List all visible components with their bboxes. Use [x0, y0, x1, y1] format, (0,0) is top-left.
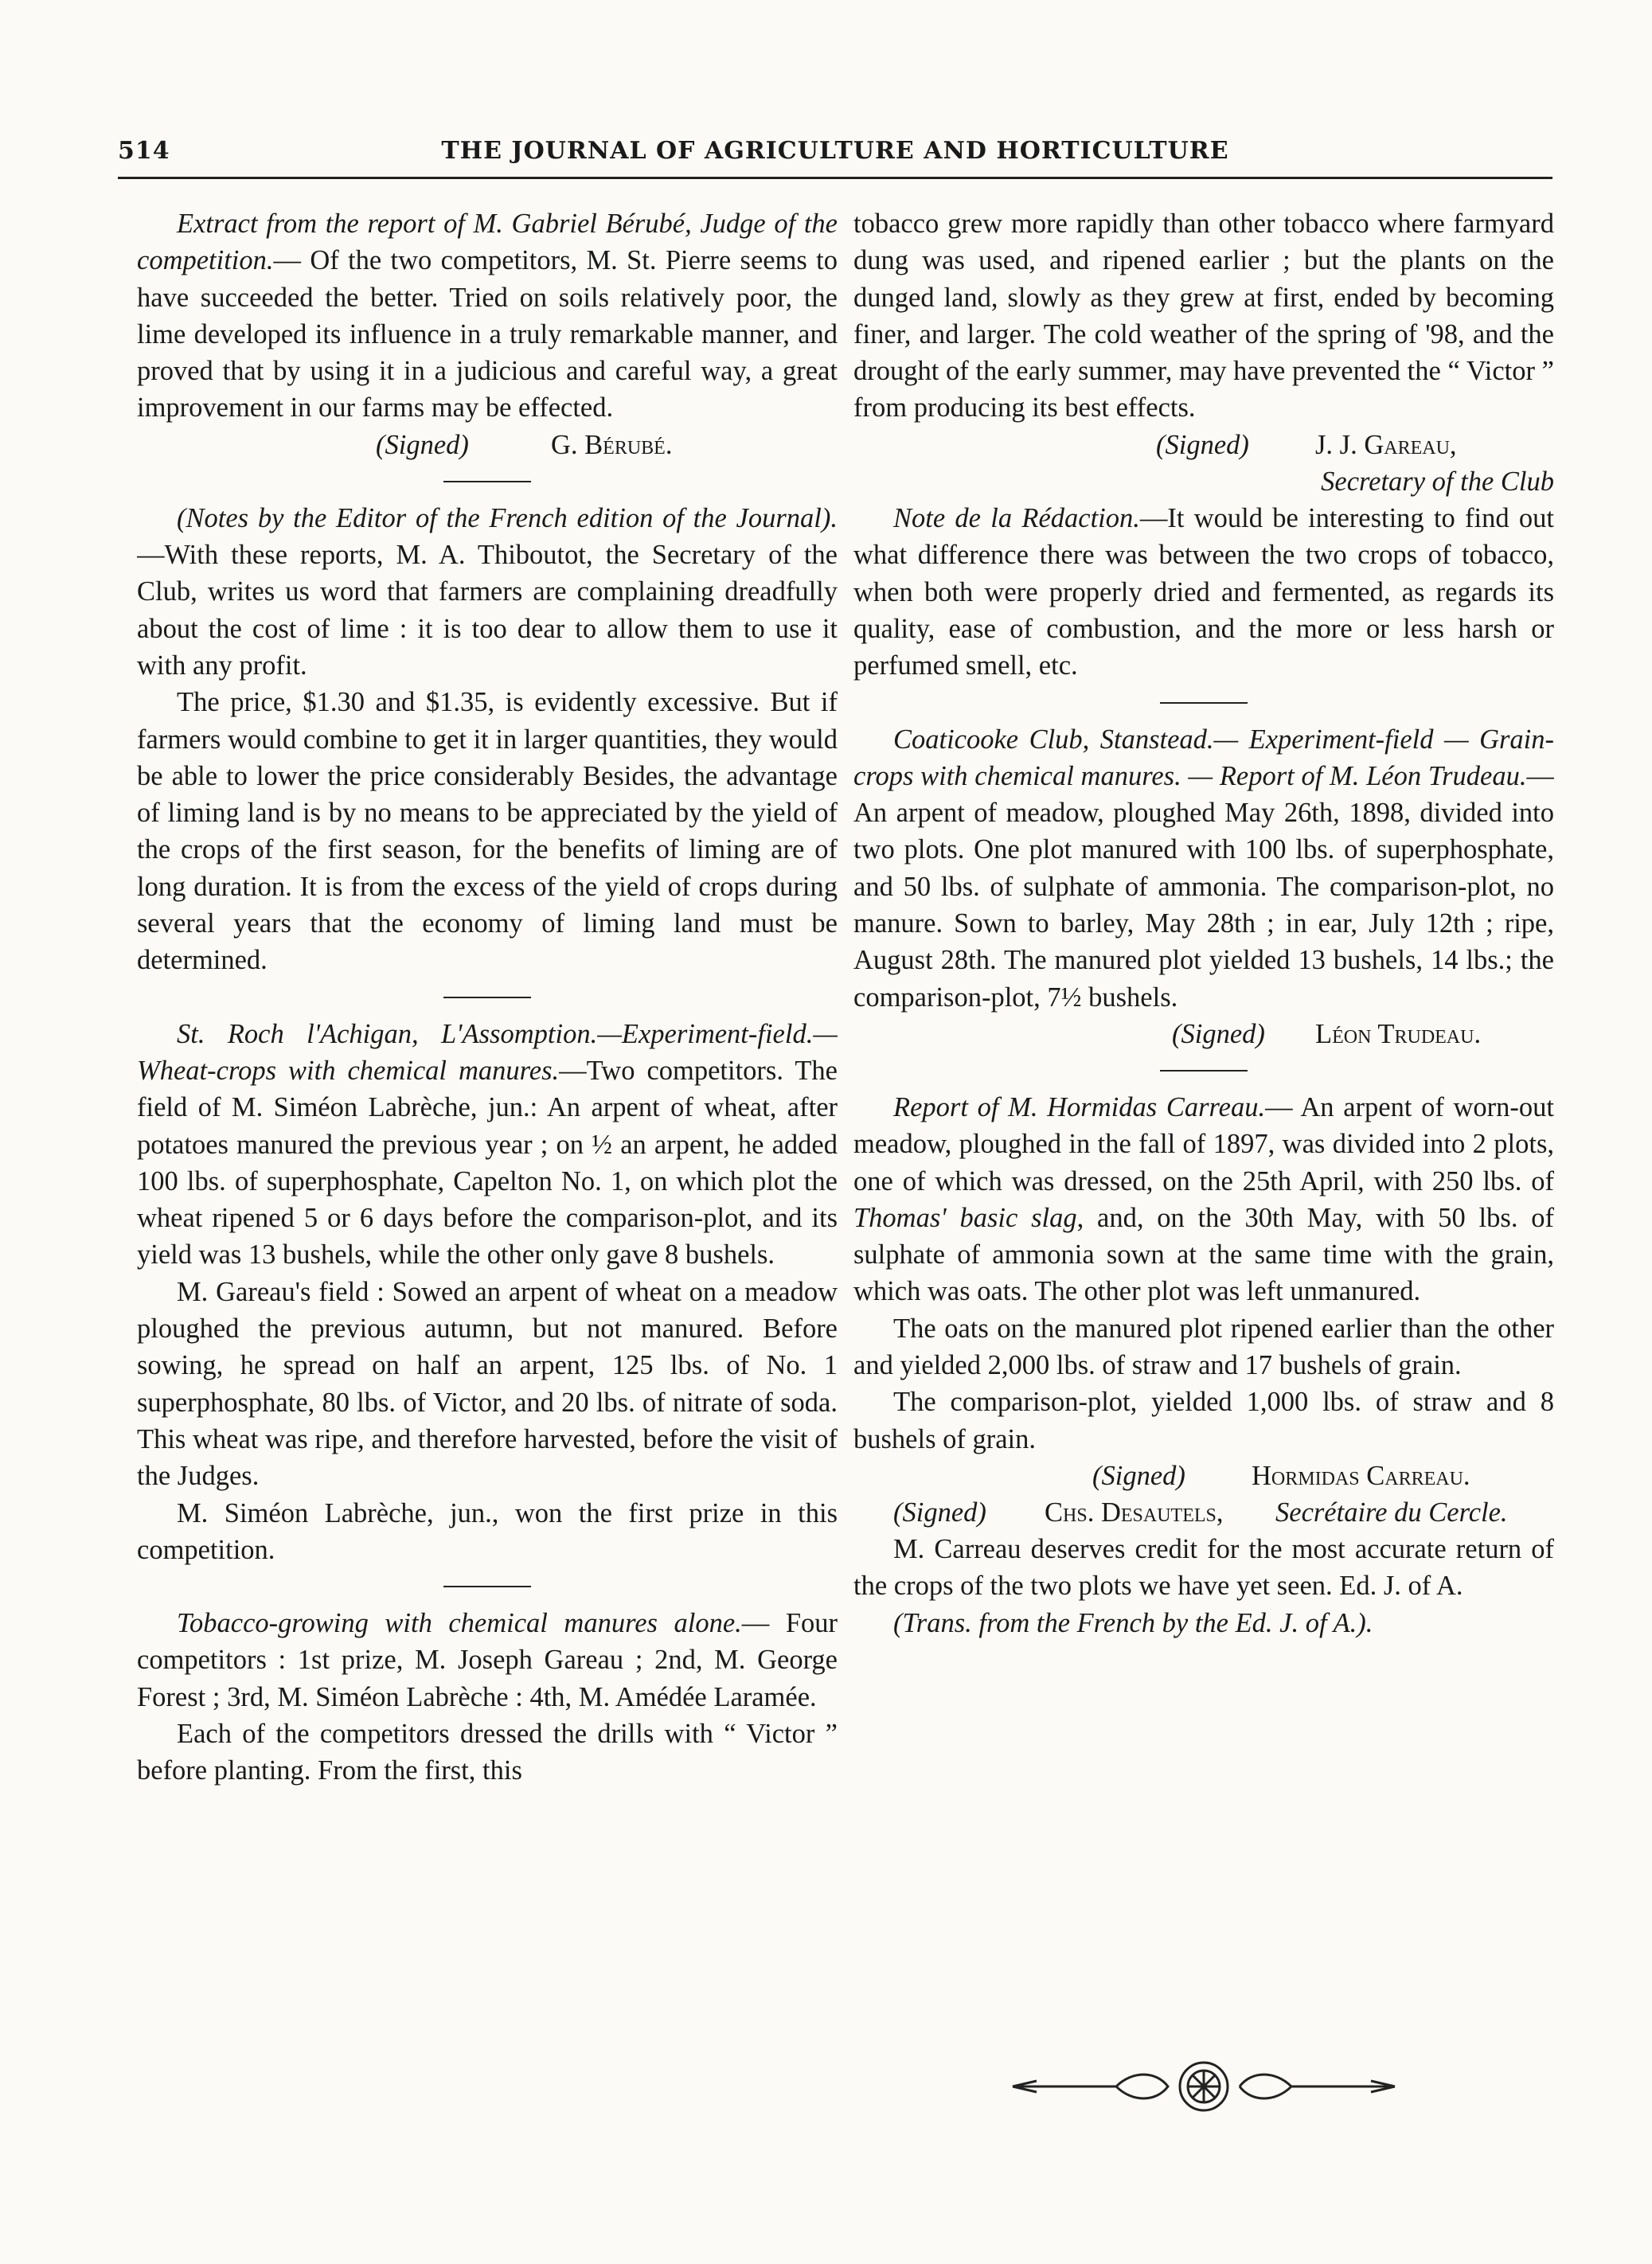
st-roch-report: St. Roch l'Achigan, L'Assomption.—Experiment-field.—Wheat-crops with chemical manures.—Two competitors. The field of M. Siméon Labrèche, jun.: An arpent of wheat, after potatoes manured the previous year ; on ½ an arpent, he added 100 lbs. of superphosphate, Capelton No. 1, on which plot the wheat ripened 5 or 6 days before the comparison-plot, and its yield was 13 bushels, while the other only gave 8 bushels. [137, 1018, 838, 1271]
berube-extract: Extract from the report of M. Gabriel Bérubé, Judge of the competition.— Of the two competitors, M. St. Pierre seems to have succeeded the better. Tried on soils relatively poor, the lime developed its influence in a truly remarkable manner, and proved that by using it in a judicious and careful way, a great improvement in our farms may be effected. [137, 209, 838, 424]
section-divider [443, 481, 531, 482]
header-rule [118, 177, 1552, 179]
gareau-field: M. Gareau's field : Sowed an arpent of wheat on a meadow ploughed the previous autumn, but not manured. Before sowing, he spread on half an arpent, 125 lbs. of No. 1 superphosphate, 80 lbs. of Victor, and 20 lbs. of nitrate of soda. This wheat was ripe, and therefore harvested, before the visit of the Judges. [137, 1276, 838, 1492]
berube-signature: (Signed) G. Bérubé. [376, 429, 673, 460]
section-divider [1160, 702, 1248, 704]
editor-notes: (Notes by the Editor of the French edition of the Journal).—With these reports, M. A. Thiboutot, the Secretary of the Club, writes us word that farmers are complaining dreadfully about the cost of lime : it is too dear to allow them to use it with any profit. [137, 502, 838, 681]
left-column [137, 205, 838, 2116]
end-ornament [1005, 2059, 1403, 2114]
price-paragraph: The price, $1.30 and $1.35, is evidently excessive. But if farmers would combine to get it in larger quantities, they would be able to lower the price considerably Besides, the advantage of liming land is by no means to be appreciated by the yield of the crops of the first season, for the benefits of liming are of long duration. It is from the excess of the yield of crops during several years that the economy of liming land must be determined. [137, 687, 838, 976]
redaction-note: Note de la Rédaction.—It would be interesting to find out what difference there was between the two crops of tobacco, when both were properly dried and fermented, as regards its quality, ease of combustion, and the more or less harsh or perfumed smell, etc. [853, 503, 1554, 681]
tobacco-continued: tobacco grew more rapidly than other tobacco where farmyard dung was used, and ripened earlier ; but the plants on the dunged land, slowly as they grew at first, ended by becoming finer, and larger. The cold weather of the spring of '98, and the drought of the early summer, may have prevented the “ Victor ” from producing its best effects. [853, 209, 1554, 424]
carreau-signature: (Signed) Hormidas Carreau. [1092, 1460, 1470, 1491]
desautels-signature: (Signed) Chs. Desautels, Secrétaire du Cercle. [893, 1497, 1508, 1528]
section-divider [443, 1586, 531, 1587]
section-divider [1160, 1070, 1248, 1071]
section-divider [443, 997, 531, 998]
gareau-signature: (Signed) J. J. Gareau, [1156, 429, 1457, 460]
translation-note: (Trans. from the French by the Ed. J. of A.). [893, 1607, 1373, 1638]
comparison-paragraph: The comparison-plot, yielded 1,000 lbs. of straw and 8 bushels of grain. [853, 1387, 1554, 1454]
trudeau-signature: (Signed) Léon Trudeau. [1172, 1018, 1482, 1049]
first-prize: M. Siméon Labrèche, jun., won the first prize in this competition. [137, 1497, 838, 1565]
oats-paragraph: The oats on the manured plot ripened earlier than the other and yielded 2,000 lbs. of straw and 17 bushels of grain. [853, 1313, 1554, 1381]
running-header [118, 134, 1552, 172]
tobacco-growing: Tobacco-growing with chemical manures alone.— Four competitors : 1st prize, M. Joseph Gareau ; 2nd, M. George Forest ; 3rd, M. Siméon Labrèche : 4th, M. Amédée Laramée. [137, 1608, 838, 1712]
page-number: 514 [118, 137, 170, 165]
gareau-title: Secretary of the Club [1321, 466, 1554, 497]
running-title: THE JOURNAL OF AGRICULTURE AND HORTICULTURE [441, 137, 1229, 165]
carreau-credit: M. Carreau deserves credit for the most accurate return of the crops of the two plots we have yet seen. Ed. J. of A. [853, 1533, 1554, 1602]
carreau-report: Report of M. Hormidas Carreau.— An arpent of worn-out meadow, ploughed in the fall of 1897, was divided into 2 plots, one of which was dressed, on the 25th April, with 250 lbs. of Thomas' basic slag, and, on the 30th May, with 50 lbs. of sulphate of ammonia sown at the same time with the grain, which was oats. The other plot was left unmanured. [853, 1091, 1554, 1307]
coaticooke-report: Coaticooke Club, Stanstead.— Experiment-field — Grain-crops with chemical manures. — Report of M. Léon Trudeau.—An arpent of meadow, ploughed May 26th, 1898, divided into two plots. One plot manured with 100 lbs. of superphosphate, and 50 lbs. of sulphate of ammonia. The comparison-plot, no manure. Sown to barley, May 28th ; in ear, July 12th ; ripe, August 28th. The manured plot yielded 13 bushels, 14 lbs.; the comparison-plot, 7½ bushels. [853, 724, 1554, 1013]
drills-paragraph: Each of the competitors dressed the drills with “ Victor ” before planting. From the first, this [137, 1718, 838, 1786]
right-column [853, 205, 1554, 2116]
